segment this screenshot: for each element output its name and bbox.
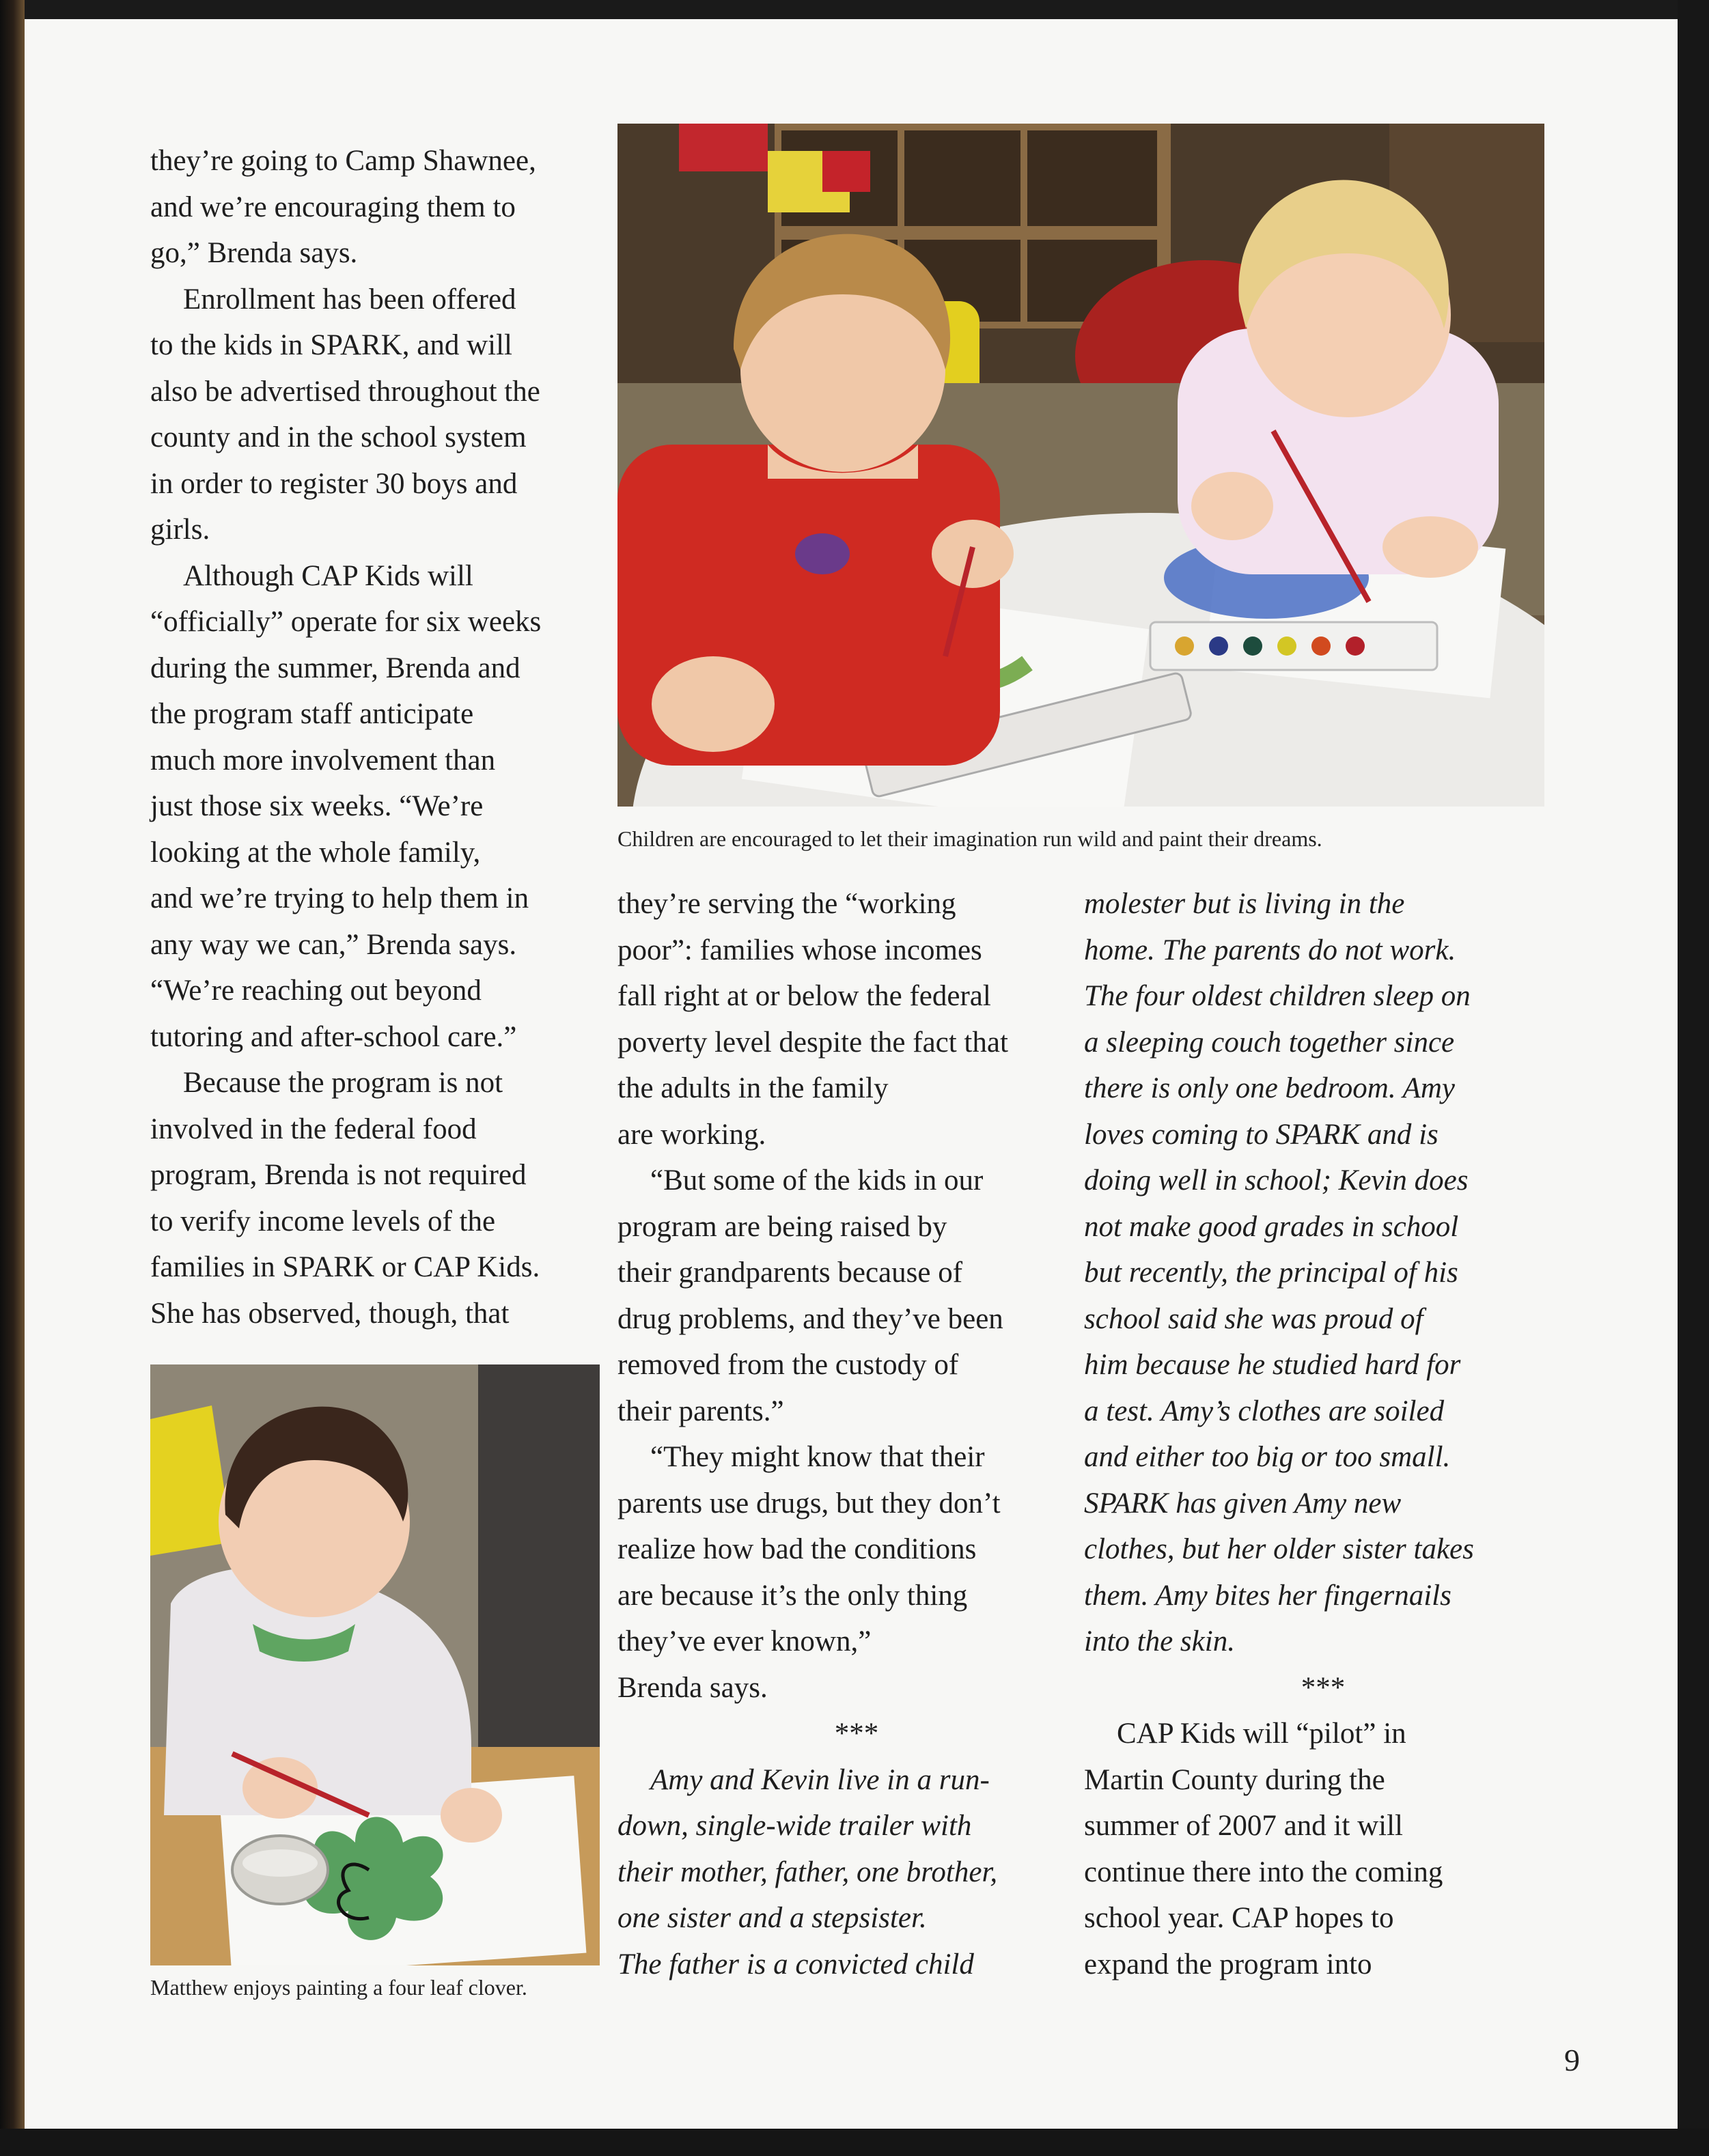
photo-illustration [617,124,1544,807]
scan-border-right [1678,0,1709,2156]
paragraph: they’re serving the “working poor”: families whose incomes fall right at or below the federal poverty level despite the fact that the adults in the family are working. [617,888,1008,1151]
photo-caption: Children are encouraged to let their imagination run wild and paint their dreams. [617,826,1322,851]
paragraph: CAP Kids will “pilot” in Martin County during the summer of 2007 and it will continue there into the coming school year. CAP hopes to expand the program into [1084,1718,1443,1980]
book-spine-edge [0,0,25,2156]
section-separator: *** [834,1718,879,1750]
paragraph: “But some of the kids in our program are being raised by their grandparents because of drug problems, and they’ve been removed from the custody of their parents.” [617,1164,1003,1427]
text-column-right [1084,881,1562,1987]
text-column-left [150,138,628,1336]
section-separator: *** [1301,1671,1346,1704]
paragraph: they’re going to Camp Shawnee, and we’re encouraging them to go,” Brenda says. [150,145,536,269]
italic-paragraph: Amy and Kevin live in a run- down, single-wide trailer with their mother, father, one brother, one sister and a stepsister. The father is a convicted child [617,1763,998,1980]
photo-caption: Matthew enjoys painting a four leaf clover. [150,1975,527,2000]
photo-children-painting [617,124,1544,807]
paragraph: Because the program is not involved in the federal food program, Brenda is not required to verify income levels of the families in SPARK or CAP Kids. She has observed, though, that [150,1067,540,1330]
text-column-middle [617,881,1096,1987]
page-number: 9 [1564,2043,1580,2077]
scan-border-bottom [0,2129,1709,2156]
paragraph: “They might know that their parents use drugs, but they don’t realize how bad the conditions are because it’s the only thing they’ve ever known,” Brenda says. [617,1441,1001,1704]
photo-illustration [150,1364,600,1965]
paragraph: Although CAP Kids will “officially” operate for six weeks during the summer, Brenda and the program staff anticipate much more involvement than just those six weeks. “We’re looking at the whole family, and we’re trying to help them in any way we can,” Brenda says. “We’re reaching out beyond tutoring and after-school care.” [150,559,542,1053]
italic-paragraph: molester but is living in the home. The parents do not work. The four oldest children sleep on a sleeping couch together since there is only one bedroom. Amy loves coming to SPARK and is doing well in school; Kevin does not make good grades in school but recently, the principal of his school said she was proud of him because he studied hard for a test. Amy’s clothes are soiled and either too big or too small. SPARK has given Amy new clothes, but her older sister takes them. Amy bites her fingernails into the skin. [1084,888,1474,1657]
photo-boy-painting-clover [150,1364,600,1965]
paragraph: Enrollment has been offered to the kids in SPARK, and will also be advertised throughout the county and in the school system in order to register 30 boys and girls. [150,283,540,546]
